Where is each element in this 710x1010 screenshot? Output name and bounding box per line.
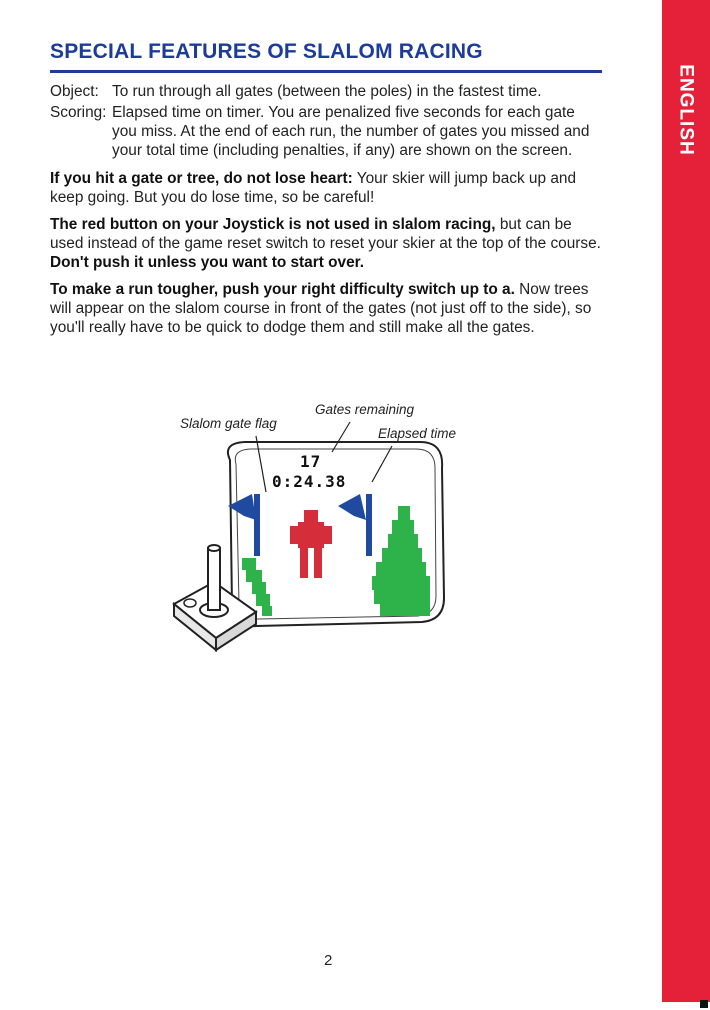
page-title: SPECIAL FEATURES OF SLALOM RACING (50, 40, 483, 63)
language-tab-label: ENGLISH (676, 64, 698, 156)
paragraph-lead: The red button on your Joystick is not used in slalom racing, (50, 216, 496, 233)
content (50, 82, 602, 337)
paragraph-red-button (50, 215, 602, 272)
definition-scoring (50, 103, 602, 160)
definition-term: Object: (50, 83, 99, 100)
paragraph-text: but can be used instead of the game reset switch to reset your skier at the top of the course. (50, 216, 601, 252)
elapsed-time-readout: 0:24.38 (272, 472, 347, 491)
title-rule (50, 70, 602, 73)
gates-remaining-counter: 17 (300, 452, 322, 471)
paragraph-lead: To make a run tougher, push your right difficulty switch up to a. (50, 281, 515, 298)
paragraph-emphasis: Don't push it unless you want to start over. (50, 254, 365, 271)
callout-slalom-gate-flag: Slalom gate flag (180, 416, 277, 431)
paragraph-tougher-run (50, 280, 602, 337)
paragraph-hit-gate (50, 169, 602, 207)
definition-term: Scoring: (50, 104, 107, 121)
definition-text: To run through all gates (between the poles) in the fastest time. (112, 83, 542, 100)
paragraph-text: Your skier will jump back up and keep going. But you do lose time, so be careful! (50, 170, 577, 206)
definition-text: Elapsed time on timer. You are penalized five seconds for each gate you miss. At the end of each run, the number of gates you missed and your total time (including penalties, if any) are shown on the screen. (112, 104, 590, 159)
callout-elapsed-time: Elapsed time (378, 426, 457, 441)
paragraph-lead: If you hit a gate or tree, do not lose heart: (50, 170, 353, 187)
corner-mark (700, 1000, 708, 1008)
page-number: 2 (324, 952, 333, 969)
callout-gates-remaining: Gates remaining (315, 402, 415, 417)
paragraph-text: Now trees will appear on the slalom course in front of the gates (not just off to the side), so you'll really have to be quick to dodge them and still make all the gates. (50, 281, 592, 336)
definition-object (50, 82, 602, 101)
game-screen-illustration (160, 398, 480, 658)
